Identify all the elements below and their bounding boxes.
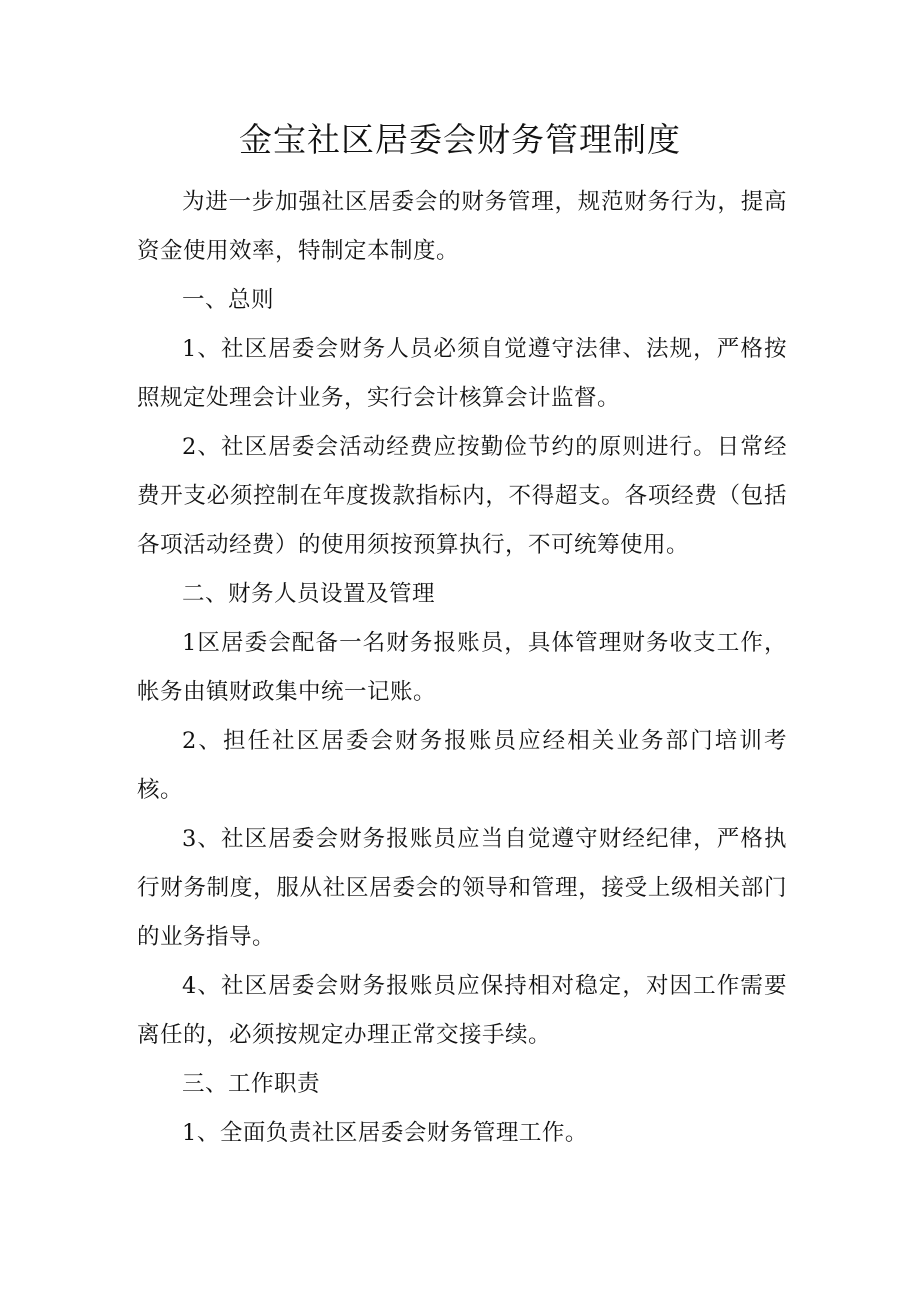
section-heading-staff: 二、财务人员设置及管理 <box>182 581 436 607</box>
section-heading-general: 一、总则 <box>182 287 275 313</box>
document-body <box>137 178 787 1158</box>
paragraph-staff-3: 3、社区居委会财务报账员应当自觉遵守财经纪律，严格执行财务制度，服从社区居委会的领导和管理，接受上级相关部门的业务指导。 <box>137 826 787 950</box>
paragraph-staff-4: 4、社区居委会财务报账员应保持相对稳定，对因工作需要离任的，必须按规定办理正常交接手续。 <box>137 973 787 1048</box>
section-heading-duties: 三、工作职责 <box>182 1071 321 1097</box>
document-title: 金宝社区居委会财务管理制度 <box>239 120 681 159</box>
paragraph-general-1: 1、社区居委会财务人员必须自觉遵守法律、法规，严格按照规定处理会计业务，实行会计核算会计监督。 <box>137 336 787 411</box>
paragraph-staff-2: 2、担任社区居委会财务报账员应经相关业务部门培训考核。 <box>137 728 787 803</box>
paragraph-staff-1: 1区居委会配备一名财务报账员，具体管理财务收支工作，帐务由镇财政集中统一记账。 <box>137 630 787 705</box>
paragraph-general-2: 2、社区居委会活动经费应按勤俭节约的原则进行。日常经费开支必须控制在年度拨款指标内，不得超支。各项经费（包括各项活动经费）的使用须按预算执行，不可统筹使用。 <box>137 434 787 558</box>
paragraph-intro: 为进一步加强社区居委会的财务管理，规范财务行为，提高资金使用效率，特制定本制度。 <box>137 189 787 264</box>
paragraph-duties-1: 1、全面负责社区居委会财务管理工作。 <box>182 1120 588 1146</box>
